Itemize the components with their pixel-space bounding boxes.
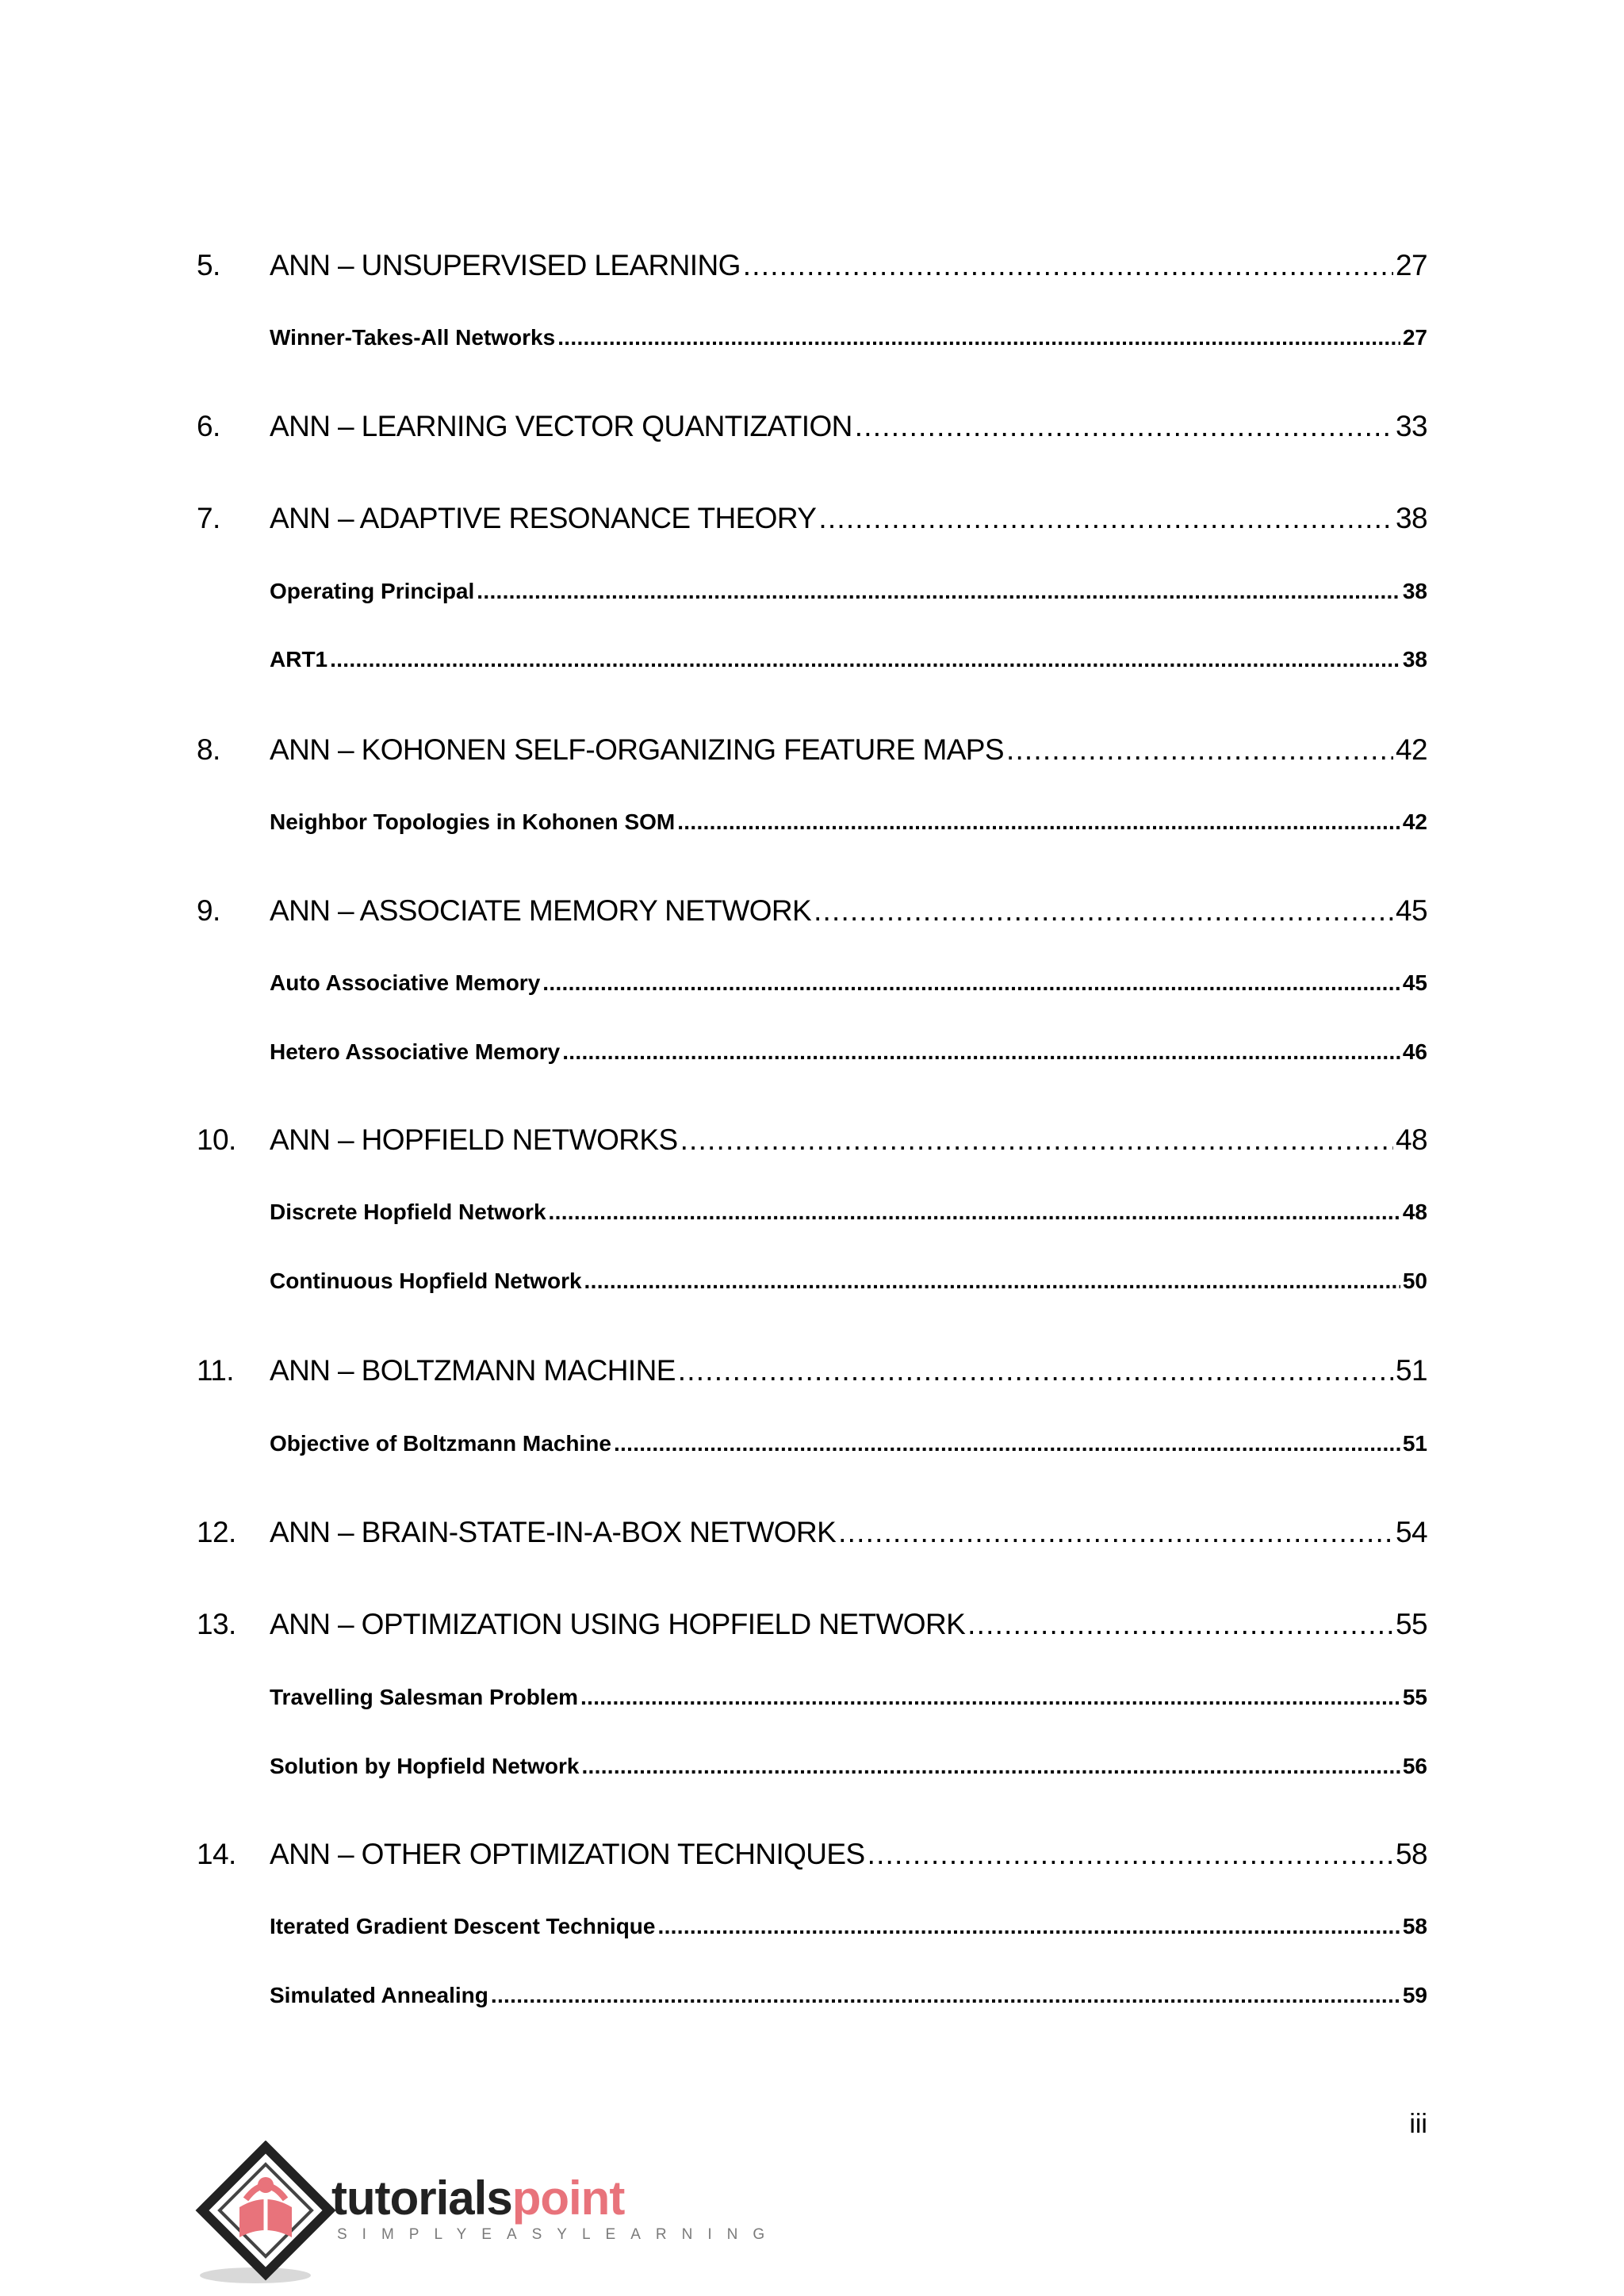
toc-section-entry[interactable]	[270, 1983, 1427, 2008]
page-number: iii	[1409, 2109, 1427, 2139]
toc-leader-dots	[868, 1838, 1393, 1871]
toc-entry-number: 5.	[197, 249, 220, 281]
toc-chapter-entry[interactable]	[197, 1354, 1427, 1387]
toc-entry-number: 12.	[197, 1516, 236, 1548]
toc-chapter-entry[interactable]	[197, 249, 1427, 282]
toc-entry-number: 9.	[197, 894, 220, 927]
toc-leader-dots	[838, 1516, 1393, 1549]
toc-chapter-entry[interactable]	[197, 1123, 1427, 1157]
toc-leader-dots	[477, 579, 1400, 604]
toc-entry-number: 14.	[197, 1838, 236, 1870]
toc-section-entry[interactable]	[270, 1269, 1427, 1294]
toc-leader-dots	[677, 809, 1400, 835]
toc-entry-title: Solution by Hopfield Network	[270, 1754, 580, 1778]
toc-chapter-entry[interactable]	[197, 733, 1427, 767]
toc-section-entry[interactable]	[270, 325, 1427, 350]
toc-leader-dots	[549, 1200, 1400, 1225]
toc-entry-title: Winner-Takes-All Networks	[270, 325, 556, 350]
toc-section-entry[interactable]	[270, 1754, 1427, 1779]
toc-entry-title: Iterated Gradient Descent Technique	[270, 1914, 656, 1938]
toc-entry-page: 33	[1396, 410, 1427, 442]
toc-entry-title: ANN – BRAIN-STATE-IN-A-BOX NETWORK	[270, 1516, 837, 1548]
toc-entry-page: 48	[1396, 1123, 1427, 1156]
toc-entry-page: 50	[1402, 1269, 1427, 1293]
toc-entry-title: Travelling Salesman Problem	[270, 1685, 579, 1709]
toc-entry-title: Continuous Hopfield Network	[270, 1269, 582, 1293]
toc-section-entry[interactable]	[270, 579, 1427, 604]
toc-entry-number: 10.	[197, 1123, 236, 1156]
toc-entry-page: 27	[1396, 249, 1427, 281]
toc-entry-page: 51	[1402, 1431, 1427, 1456]
toc-chapter-entry[interactable]	[197, 1838, 1427, 1871]
toc-entry-title: Auto Associative Memory	[270, 970, 541, 995]
toc-entry-number: 11.	[197, 1354, 234, 1387]
toc-entry-title: Operating Principal	[270, 579, 475, 603]
toc-entry-page: 54	[1396, 1516, 1427, 1548]
toc-entry-title: ANN – OTHER OPTIMIZATION TECHNIQUES	[270, 1838, 865, 1870]
toc-entry-page: 42	[1402, 809, 1427, 834]
toc-entry-page: 48	[1402, 1200, 1427, 1224]
toc-entry-title: ANN – ADAPTIVE RESONANCE THEORY	[270, 502, 817, 534]
toc-leader-dots	[680, 1123, 1393, 1157]
toc-entry-title: ANN – KOHONEN SELF-ORGANIZING FEATURE MAPS	[270, 733, 1004, 766]
toc-chapter-entry[interactable]	[197, 1516, 1427, 1549]
toc-section-entry[interactable]	[270, 1039, 1427, 1065]
toc-section-entry[interactable]	[270, 1200, 1427, 1225]
toc-chapter-entry[interactable]	[197, 410, 1427, 443]
toc-entry-title: ANN – LEARNING VECTOR QUANTIZATION	[270, 410, 852, 442]
toc-leader-dots	[491, 1983, 1400, 2008]
toc-entry-title: ANN – BOLTZMANN MACHINE	[270, 1354, 676, 1387]
logo-wordmark	[331, 2171, 624, 2225]
logo-wordmark-part1: tutorials	[331, 2172, 512, 2225]
toc-entry-page: 55	[1396, 1608, 1427, 1640]
toc-entry-number: 13.	[197, 1608, 236, 1640]
toc-entry-title: Simulated Annealing	[270, 1983, 488, 2007]
toc-entry-page: 51	[1396, 1354, 1427, 1387]
toc-entry-title: Neighbor Topologies in Kohonen SOM	[270, 809, 676, 834]
tutorialspoint-logo	[190, 2141, 780, 2291]
toc-leader-dots	[562, 1039, 1400, 1065]
toc-entry-page: 38	[1396, 502, 1427, 534]
toc-section-entry[interactable]	[270, 1431, 1427, 1456]
toc-entry-page: 27	[1402, 325, 1427, 350]
logo-emblem-icon	[190, 2141, 341, 2291]
toc-entry-title: ANN – OPTIMIZATION USING HOPFIELD NETWORK	[270, 1608, 966, 1640]
toc-entry-page: 46	[1402, 1039, 1427, 1064]
toc-leader-dots	[557, 325, 1400, 350]
toc-entry-page: 58	[1396, 1838, 1427, 1870]
toc-section-entry[interactable]	[270, 809, 1427, 835]
toc-entry-title: Objective of Boltzmann Machine	[270, 1431, 611, 1456]
toc-leader-dots	[584, 1269, 1400, 1294]
toc-entry-page: 38	[1402, 647, 1427, 672]
toc-entry-title: Discrete Hopfield Network	[270, 1200, 546, 1224]
toc-section-entry[interactable]	[270, 647, 1427, 672]
toc-entry-title: ANN – UNSUPERVISED LEARNING	[270, 249, 741, 281]
toc-leader-dots	[330, 647, 1400, 672]
toc-section-entry[interactable]	[270, 1685, 1427, 1710]
toc-section-entry[interactable]	[270, 970, 1427, 996]
toc-entry-title: ANN – HOPFIELD NETWORKS	[270, 1123, 678, 1156]
toc-leader-dots	[1006, 733, 1393, 767]
toc-leader-dots	[580, 1685, 1400, 1710]
toc-entry-number: 7.	[197, 502, 220, 534]
toc-entry-page: 42	[1396, 733, 1427, 766]
toc-leader-dots	[818, 502, 1393, 535]
toc-entry-page: 45	[1396, 894, 1427, 927]
toc-leader-dots	[855, 410, 1393, 443]
toc-entry-number: 8.	[197, 733, 220, 766]
logo-wordmark-part2: point	[511, 2172, 625, 2225]
toc-entry-page: 45	[1402, 970, 1427, 995]
toc-entry-page: 55	[1402, 1685, 1427, 1709]
toc-leader-dots	[542, 970, 1400, 996]
toc-entry-title: ART1	[270, 647, 328, 672]
toc-leader-dots	[814, 894, 1393, 928]
toc-chapter-entry[interactable]	[197, 1608, 1427, 1641]
toc-entry-page: 56	[1402, 1754, 1427, 1778]
logo-tagline: SIMPLYEASYLEARNING	[337, 2226, 780, 2243]
toc-chapter-entry[interactable]	[197, 894, 1427, 928]
toc-section-entry[interactable]	[270, 1914, 1427, 1939]
toc-leader-dots	[658, 1914, 1400, 1939]
toc-leader-dots	[967, 1608, 1393, 1641]
toc-leader-dots	[581, 1754, 1400, 1779]
toc-entry-title: Hetero Associative Memory	[270, 1039, 561, 1064]
toc-entry-page: 58	[1402, 1914, 1427, 1938]
toc-entry-number: 6.	[197, 410, 220, 442]
toc-entry-page: 38	[1402, 579, 1427, 603]
toc-chapter-entry[interactable]	[197, 502, 1427, 535]
toc-entry-title: ANN – ASSOCIATE MEMORY NETWORK	[270, 894, 812, 927]
toc-leader-dots	[678, 1354, 1393, 1387]
toc-entry-page: 59	[1402, 1983, 1427, 2007]
toc-leader-dots	[614, 1431, 1400, 1456]
toc-leader-dots	[743, 249, 1393, 282]
